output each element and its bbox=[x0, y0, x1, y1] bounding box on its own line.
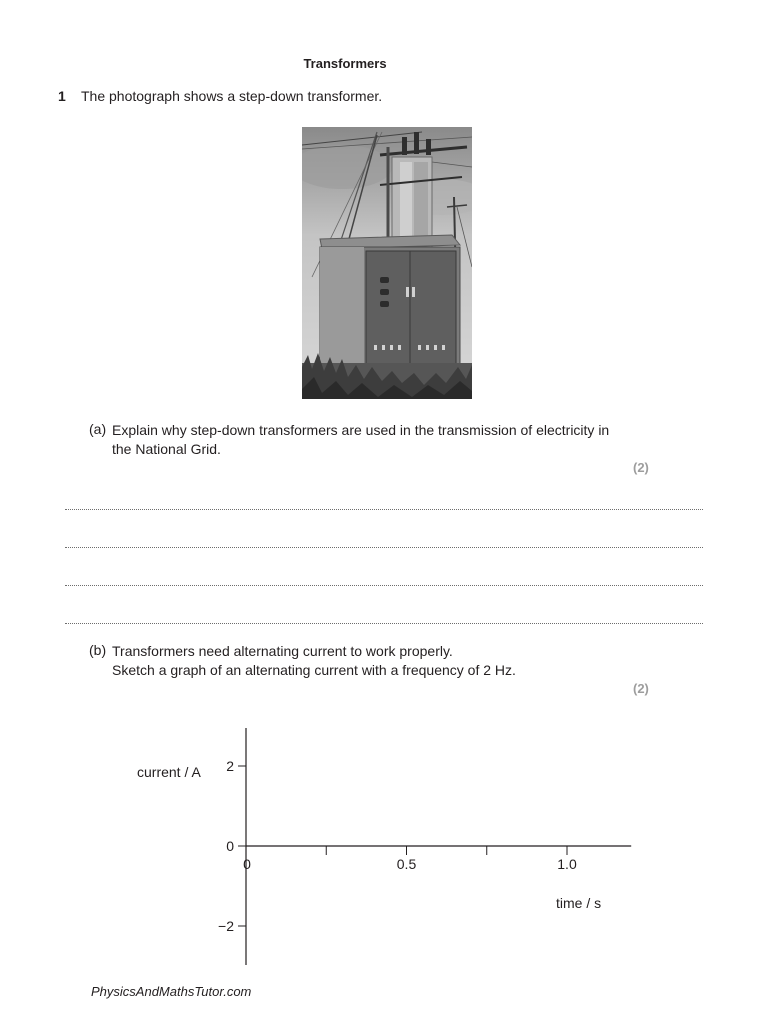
part-b-label: (b) bbox=[89, 642, 107, 658]
part-b-line-2: Sketch a graph of an alternating current with a frequency of 2 Hz. bbox=[112, 662, 516, 678]
x-tick-label: 0 bbox=[243, 856, 251, 872]
y-axis-label: current / A bbox=[137, 764, 201, 780]
answer-line[interactable] bbox=[65, 585, 703, 586]
part-b-marks: (2) bbox=[633, 681, 649, 696]
question-intro: The photograph shows a step-down transformer. bbox=[81, 88, 383, 104]
x-tick-label: 0.5 bbox=[396, 856, 417, 872]
part-a-label: (a) bbox=[89, 421, 107, 437]
page-title: Transformers bbox=[303, 56, 387, 71]
y-tick-label: 2 bbox=[226, 758, 234, 774]
sketch-graph-axes[interactable] bbox=[0, 700, 768, 980]
x-axis-label: time / s bbox=[556, 895, 602, 911]
part-b-line-1: Transformers need alternating current to work properly. bbox=[112, 643, 453, 659]
y-tick-label: −2 bbox=[218, 918, 234, 934]
answer-line[interactable] bbox=[65, 547, 703, 548]
question-number: 1 bbox=[58, 88, 66, 104]
answer-line[interactable] bbox=[65, 509, 703, 510]
part-a-text: Explain why step-down transformers are used in the transmission of electricity in the National Grid. bbox=[112, 422, 610, 457]
y-tick-label: 0 bbox=[226, 838, 234, 854]
transformer-photo bbox=[302, 127, 472, 399]
part-a-marks: (2) bbox=[633, 460, 649, 475]
footer-brand: PhysicsAndMathsTutor.com bbox=[91, 984, 252, 999]
answer-line[interactable] bbox=[65, 623, 703, 624]
x-tick-label: 1.0 bbox=[557, 856, 577, 872]
